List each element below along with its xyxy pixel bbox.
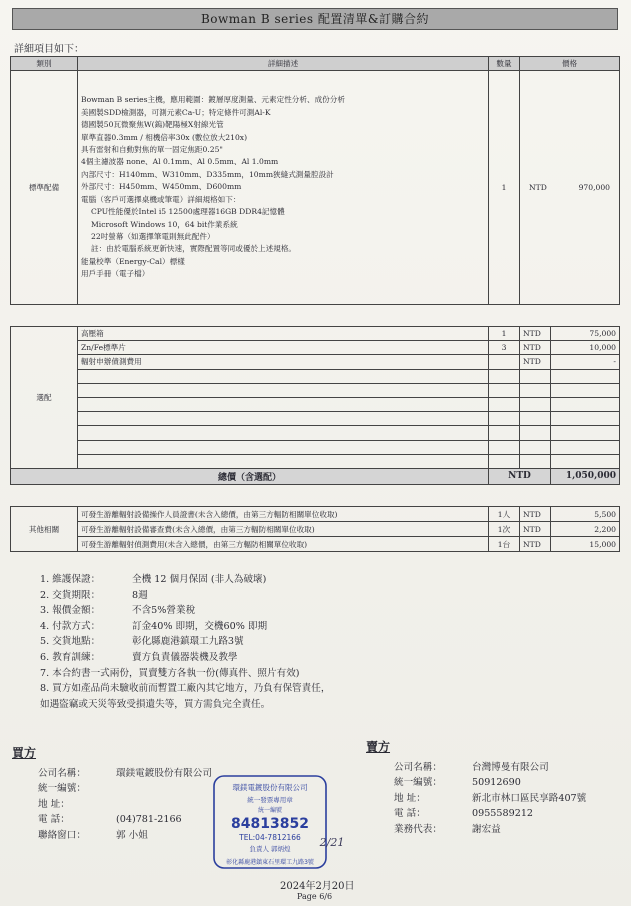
seller-field — [394, 775, 586, 791]
optional-amount: - — [551, 355, 620, 369]
optional-currency — [520, 383, 551, 397]
others-desc: 可發生游離輻射設備審查費(未含入總價，由第三方輻防相關單位收取) — [78, 522, 489, 537]
header-category: 類別 — [11, 57, 78, 71]
term-item — [40, 572, 330, 588]
handwritten-date: 2/21 — [319, 836, 345, 849]
others-qty: 1台 — [489, 537, 520, 552]
total-amount: 1,050,000 — [551, 468, 620, 484]
standard-line: Bowman B series主機，應用範圍：鍍層厚度測量、元素定性分析、成份分析 — [81, 95, 345, 105]
seller-field — [394, 822, 586, 838]
total-row — [11, 468, 620, 484]
standard-line: 具有雷射和自動對焦的單一固定焦距0.25" — [81, 145, 223, 155]
standard-line: 單準直器0.3mm / 相機倍率30x (數位放大210x) — [81, 132, 248, 142]
table-row — [11, 355, 620, 369]
table-row — [11, 537, 620, 552]
buyer-heading: 買方 — [12, 746, 37, 760]
optional-qty: 3 — [489, 341, 520, 355]
term-item — [40, 634, 330, 650]
standard-category: 標準配備 — [11, 71, 78, 305]
standard-line: 註：由於電腦系統更新快速，實際配置等同或優於上述規格。 — [91, 244, 297, 254]
table-row — [11, 369, 620, 383]
table-row — [11, 454, 620, 468]
standard-line: CPU性能優於Intel i5 12500處理器16GB DDR4記憶體 — [91, 207, 285, 217]
seller-field-label: 電 話： — [394, 808, 426, 820]
total-label: 總價（含選配） — [11, 468, 489, 484]
optional-qty — [489, 355, 520, 369]
header-detail: 詳細描述 — [78, 57, 489, 71]
others-currency: NTD — [520, 522, 551, 537]
optional-desc — [78, 440, 489, 454]
table-row — [11, 440, 620, 454]
optional-qty — [489, 412, 520, 426]
optional-amount — [551, 369, 620, 383]
standard-line: 外部尺寸：H450mm、W450mm、D600mm — [81, 182, 242, 192]
optional-amount — [551, 454, 620, 468]
term-item — [40, 650, 330, 666]
buyer-field — [38, 781, 212, 797]
optional-desc — [78, 412, 489, 426]
optional-table — [10, 326, 620, 485]
optional-category: 選配 — [11, 327, 78, 469]
optional-amount: 10,000 — [551, 341, 620, 355]
table-row — [11, 397, 620, 411]
others-qty: 1人 — [489, 507, 520, 522]
term-item — [40, 681, 330, 697]
optional-desc — [78, 383, 489, 397]
standard-price — [520, 71, 620, 305]
buyer-field-label: 聯絡窗口： — [38, 829, 86, 841]
stamp-owner: 負責人 郭炳煌 — [249, 845, 291, 853]
optional-qty — [489, 426, 520, 440]
optional-currency: NTD — [520, 355, 551, 369]
buyer-field-value: 郭 小姐 — [116, 829, 148, 841]
optional-currency: NTD — [520, 341, 551, 355]
buyer-field-label: 地 址： — [38, 798, 70, 810]
optional-desc: 高壓箱 — [78, 327, 489, 341]
stamp-tax-label: 統一編號 — [257, 807, 283, 814]
standard-line: Microsoft Windows 10，64 bit作業系統 — [91, 219, 238, 229]
stamp-address: 彰化縣鹿港鎮東石里環工九路3號 — [226, 859, 314, 866]
total-currency: NTD — [489, 468, 551, 484]
optional-desc — [78, 454, 489, 468]
buyer-field — [38, 828, 212, 844]
term-label: 7. 本合約書一式兩份，買賣雙方各執一份(傳真件、照片有效) — [40, 667, 300, 679]
buyer-field — [38, 812, 212, 828]
optional-desc: 輻射申辦債測費用 — [78, 355, 489, 369]
table-row — [11, 327, 620, 341]
optional-qty: 1 — [489, 327, 520, 341]
terms-list — [40, 572, 330, 712]
standard-table — [10, 56, 620, 305]
optional-currency: NTD — [520, 327, 551, 341]
optional-amount — [551, 440, 620, 454]
others-category: 其他相關 — [11, 507, 78, 552]
optional-currency — [520, 454, 551, 468]
intro-text: 詳細項目如下： — [14, 44, 84, 55]
seller-field-label: 業務代表： — [394, 823, 442, 835]
standard-description — [78, 71, 489, 305]
optional-currency — [520, 440, 551, 454]
header-price: 價格 — [520, 57, 620, 71]
term-label: 4. 付款方式： — [40, 620, 101, 632]
buyer-field-label: 公司名稱： — [38, 767, 86, 779]
others-amount: 2,200 — [551, 522, 620, 537]
optional-currency — [520, 412, 551, 426]
table-row — [11, 522, 620, 537]
optional-currency — [520, 397, 551, 411]
others-currency: NTD — [520, 507, 551, 522]
others-amount: 15,000 — [551, 537, 620, 552]
standard-line: 內部尺寸：H140mm、W310mm、D335mm，10mm狹縫式測量腔設計 — [81, 169, 334, 179]
others-qty: 1次 — [489, 522, 520, 537]
seller-field — [394, 806, 586, 822]
optional-amount — [551, 397, 620, 411]
optional-qty — [489, 397, 520, 411]
others-desc: 可發生游離輻射偵測費用(未含入總價，由第三方輻防相關單位收取) — [78, 537, 489, 552]
term-value: 賣方負責儀器裝機及教學 — [132, 651, 238, 663]
contract-date: 2024年2月20日 — [280, 881, 355, 892]
stamp-company: 環鎂電鍍股份有限公司 — [232, 783, 308, 792]
standard-line: 美國製SDD檢測器，可測元素Ca-U；特定條件可測Al-K — [81, 107, 271, 117]
optional-qty — [489, 383, 520, 397]
buyer-field-label: 統一編號： — [38, 783, 86, 795]
standard-line: 能量校準（Energy-Cal）標樣 — [81, 256, 185, 266]
optional-desc — [78, 426, 489, 440]
term-value: 不含5%營業稅 — [132, 605, 196, 617]
seller-field — [394, 791, 586, 807]
optional-desc: Zn/Fe標準片 — [78, 341, 489, 355]
buyer-field-value: (04)781-2166 — [116, 814, 182, 826]
optional-qty — [489, 454, 520, 468]
seller-field-label: 公司名稱： — [394, 761, 442, 773]
others-desc: 可發生游離輻射設備操作人員證書(未含入總價，由第三方輻防相關單位收取) — [78, 507, 489, 522]
term-value: 訂金40% 即期，交機60% 即期 — [132, 620, 268, 632]
term-label: 6. 教育訓練： — [40, 651, 101, 663]
document-title: Bowman B series 配置清單&訂購合約 — [12, 8, 618, 30]
table-row — [11, 383, 620, 397]
stamp-number: 84813852 — [231, 816, 309, 832]
stamp-tel: TEL:04-7812166 — [239, 833, 301, 842]
buyer-field — [38, 766, 212, 782]
term-item — [40, 588, 330, 604]
seller-field-label: 地 址： — [394, 792, 426, 804]
term-label: 2. 交貨期限： — [40, 589, 101, 601]
seller-field-value: 0955589212 — [472, 808, 534, 820]
others-table — [10, 506, 620, 552]
term-item — [40, 619, 330, 635]
standard-line: 22吋螢幕（如選擇筆電則無此配件） — [91, 231, 215, 241]
seller-block — [366, 740, 586, 838]
seller-field-value: 謝宏益 — [472, 823, 501, 835]
term-value: 8週 — [132, 589, 148, 601]
buyer-block — [12, 746, 212, 844]
term-label: 5. 交貨地點： — [40, 636, 101, 648]
standard-qty: 1 — [489, 71, 520, 305]
standard-currency: NTD — [529, 183, 547, 192]
optional-amount — [551, 426, 620, 440]
seller-field-value: 50912690 — [472, 777, 521, 789]
optional-currency — [520, 426, 551, 440]
term-item — [40, 603, 330, 619]
table-row — [11, 341, 620, 355]
term-label: 3. 報價金額： — [40, 605, 101, 617]
term-label: 8. 買方如產品尚未驗收前而暫置工廠內其它地方，乃負有保管責任， — [40, 683, 331, 695]
optional-amount: 75,000 — [551, 327, 620, 341]
seller-heading: 賣方 — [366, 740, 391, 754]
optional-desc — [78, 369, 489, 383]
optional-qty — [489, 369, 520, 383]
others-currency: NTD — [520, 537, 551, 552]
term-value: 彰化縣鹿港鎮環工九路3號 — [132, 636, 244, 648]
optional-desc — [78, 397, 489, 411]
seller-field-label: 統一編號： — [394, 777, 442, 789]
term-label: 1. 維護保證： — [40, 574, 101, 585]
seller-field — [394, 760, 586, 776]
buyer-field — [38, 797, 212, 813]
seller-field-value: 台灣博曼有限公司 — [472, 761, 549, 773]
standard-line: 4個主濾波器 none、Al 0.1mm、Al 0.5mm、Al 1.0mm — [81, 157, 279, 167]
table-row — [11, 507, 620, 522]
seller-field-value: 新北市林口區民享路407號 — [472, 792, 587, 804]
standard-line: 用戶手冊（電子檔） — [81, 269, 150, 279]
header-qty: 數量 — [489, 57, 520, 71]
term-value: 全機 12 個月保固 (非人為破壞) — [132, 574, 267, 585]
optional-qty — [489, 440, 520, 454]
optional-amount — [551, 383, 620, 397]
term-item — [40, 666, 330, 682]
others-amount: 5,500 — [551, 507, 620, 522]
term-label: 如遇盜竊或天災等致受損遺失等，買方需負完全責任。 — [40, 698, 271, 710]
standard-amount: 970,000 — [578, 183, 610, 192]
optional-amount — [551, 412, 620, 426]
term-item — [40, 697, 330, 713]
table-row — [11, 426, 620, 440]
company-stamp — [208, 770, 346, 874]
optional-currency — [520, 369, 551, 383]
stamp-invoice: 統一發票專用章 — [247, 796, 293, 804]
standard-line: 德國製50瓦微聚焦W(鎢)靶陽極X射線光管 — [81, 120, 224, 130]
page-number: Page 6/6 — [297, 892, 333, 901]
standard-line: 電腦（客戶可選擇桌機或筆電）詳細規格如下： — [81, 194, 241, 204]
buyer-field-value: 環鎂電鍍股份有限公司 — [116, 767, 212, 779]
buyer-field-label: 電 話： — [38, 814, 70, 826]
table-row — [11, 412, 620, 426]
